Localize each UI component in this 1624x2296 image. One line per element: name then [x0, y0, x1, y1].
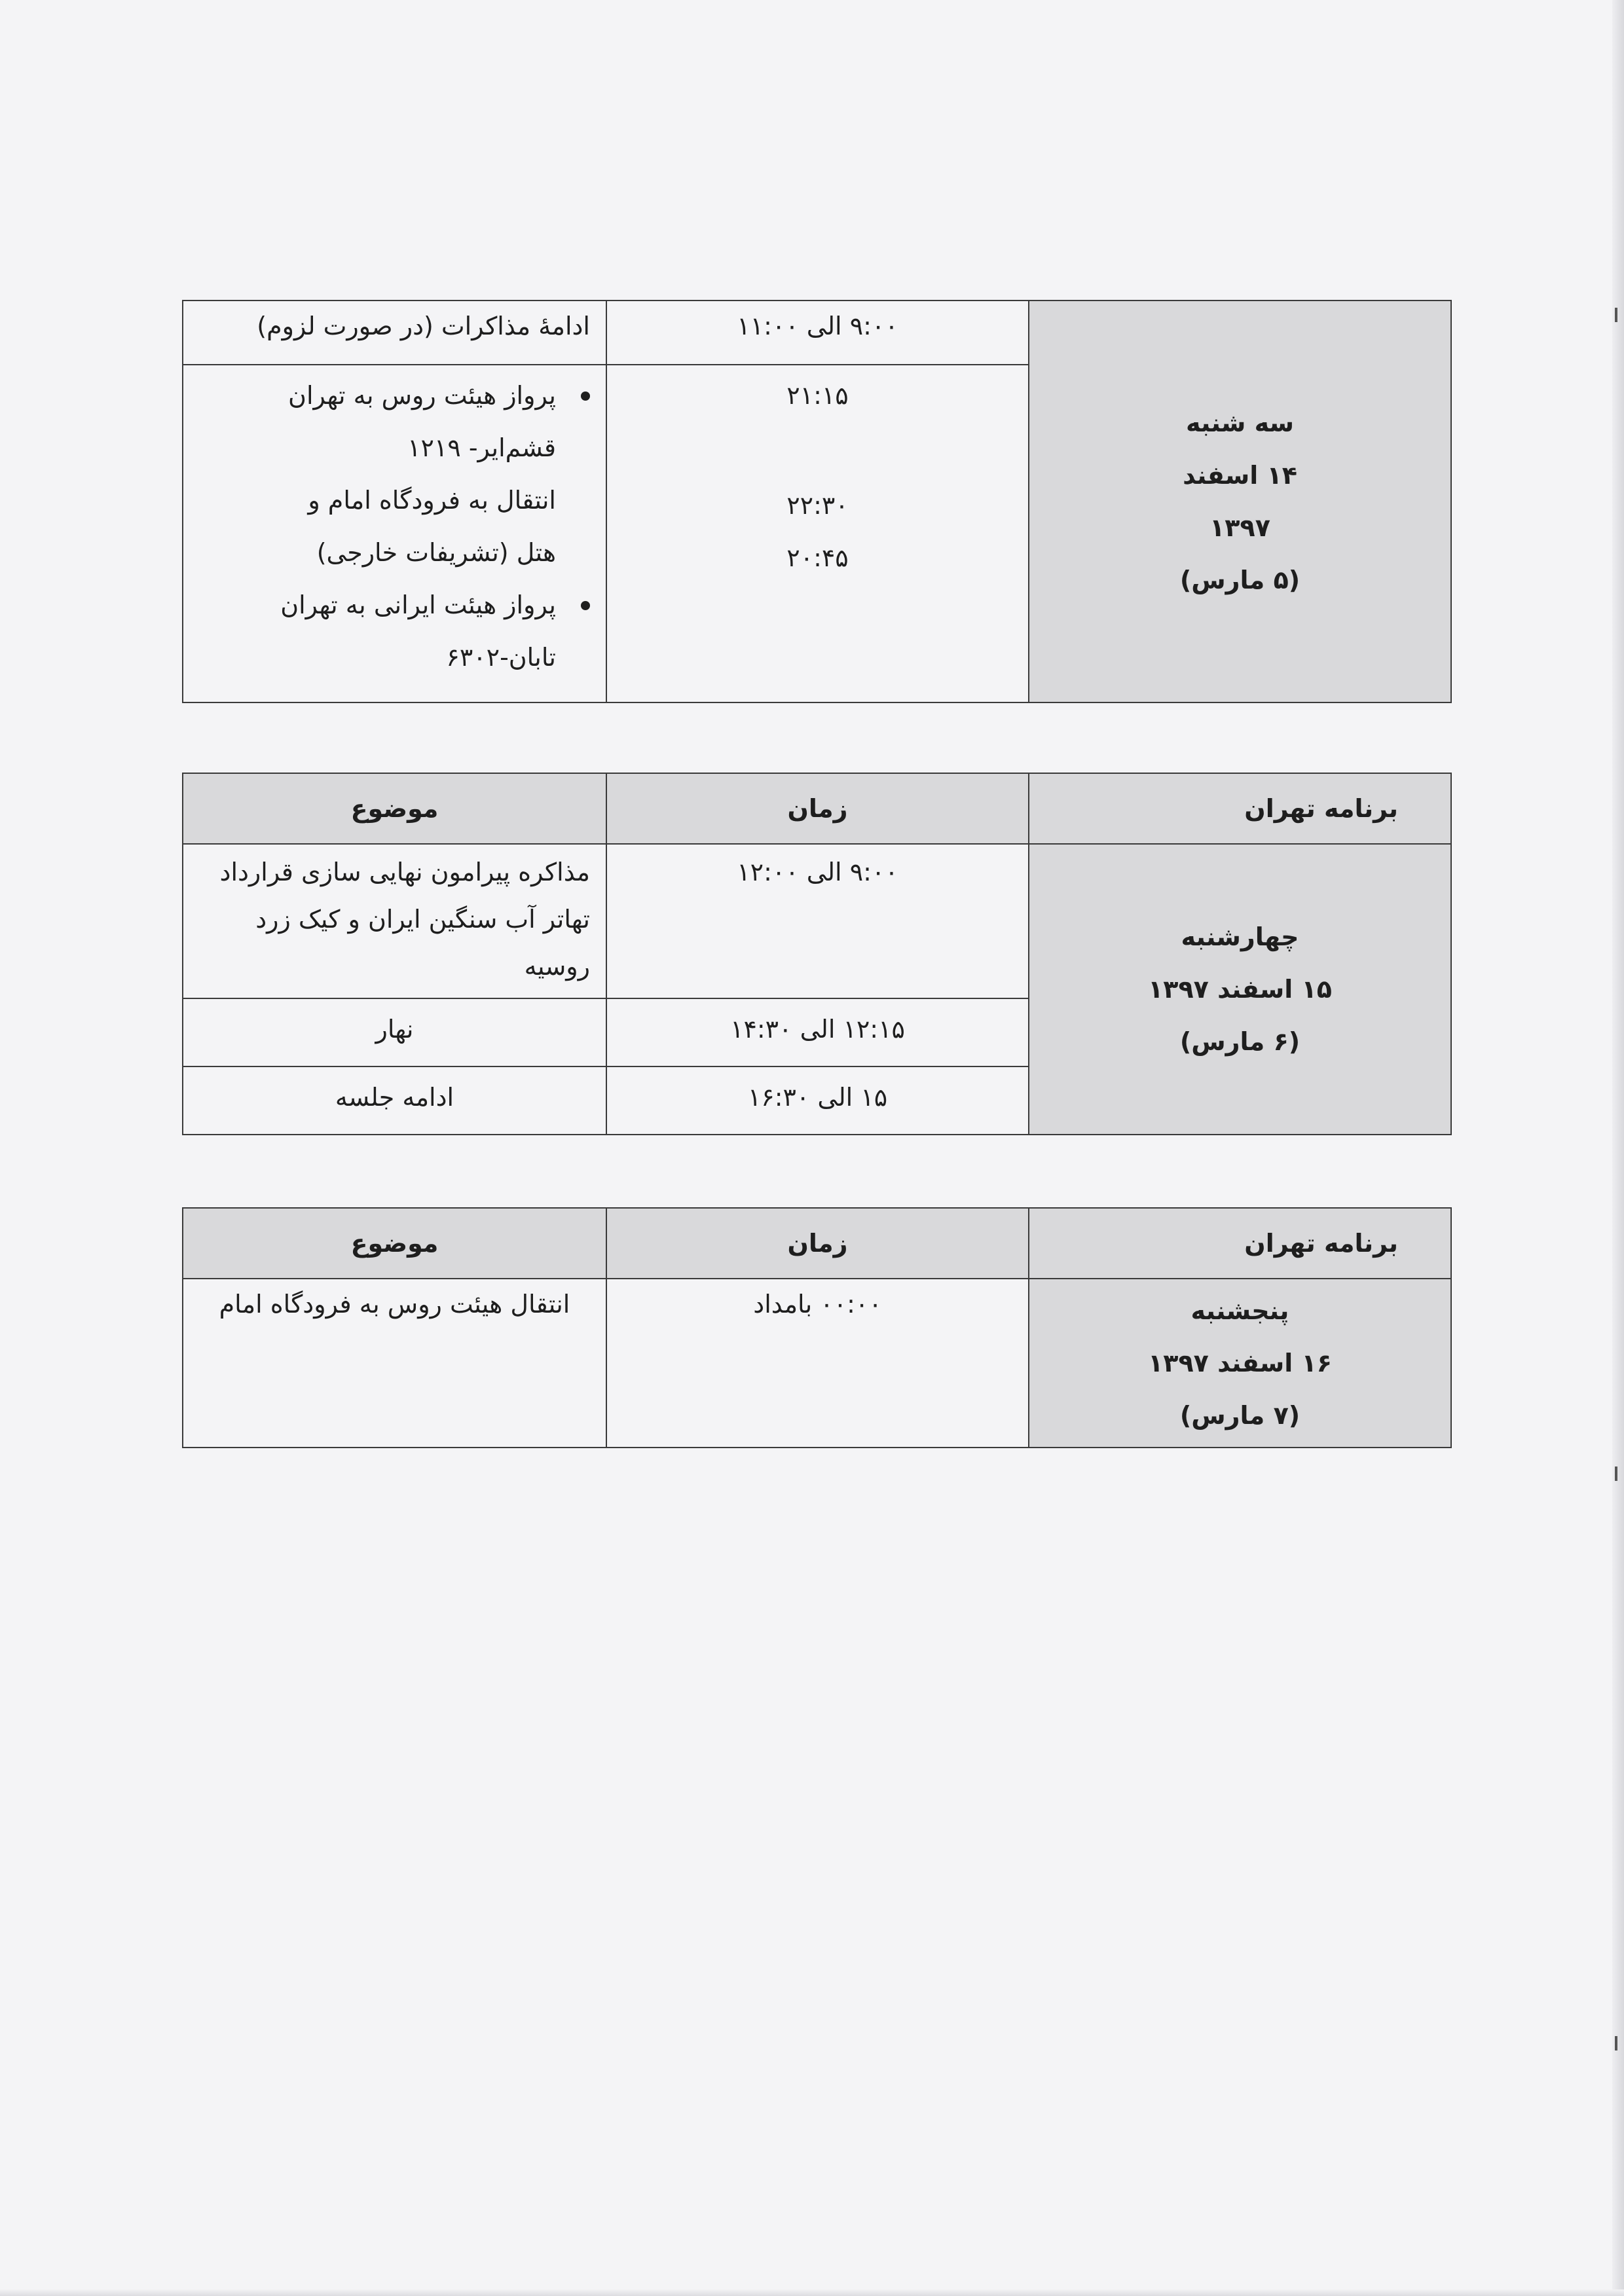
time-cell	[606, 365, 1029, 702]
day-gregorian: (۷ مارس)	[1179, 1401, 1301, 1430]
topic-text: مذاکره پیرامون نهایی سازی قرارداد	[219, 858, 590, 886]
day-year: ۱۳۹۷	[1209, 513, 1270, 542]
list-item-text: قشم‌ایر- ۱۲۱۹	[407, 433, 556, 462]
day-gregorian: (۵ مارس)	[1179, 566, 1301, 594]
list-item-text: انتقال به فرودگاه امام و	[308, 486, 556, 515]
day-cell	[1029, 844, 1451, 1135]
schedule-table-wednesday	[182, 773, 1452, 1135]
day-name: چهارشنبه	[1181, 922, 1299, 951]
margin-tick	[1615, 2036, 1617, 2050]
day-cell	[1029, 1279, 1451, 1448]
topic-cell	[183, 365, 606, 702]
time-cell: ۱۵ الی ۱۶:۳۰	[606, 1066, 1029, 1135]
time-cell: ۰۰:۰۰ بامداد	[606, 1279, 1029, 1448]
schedule-table-tuesday	[182, 300, 1452, 703]
table-row	[183, 844, 1451, 998]
list-item-text: پرواز هیئت ایرانی به تهران	[280, 591, 556, 619]
list-item	[199, 369, 590, 474]
bullet-icon	[581, 392, 590, 401]
page-bottom-edge	[0, 2289, 1624, 2296]
table-header-row	[183, 773, 1451, 844]
topic-cell: نهار	[183, 998, 606, 1066]
header-topic: موضوع	[183, 1208, 606, 1279]
topic-cell: انتقال هیئت روس به فرودگاه امام	[183, 1279, 606, 1448]
margin-tick	[1615, 308, 1617, 322]
time-value: ۲۲:۳۰	[786, 491, 849, 520]
time-cell: ۹:۰۰ الی ۱۱:۰۰	[606, 301, 1029, 365]
table-row	[183, 1279, 1451, 1448]
day-name: سه شنبه	[1185, 409, 1295, 437]
schedule-table-thursday	[182, 1207, 1452, 1448]
topic-cell: ادامه جلسه	[183, 1066, 606, 1135]
topic-cell: ادامهٔ مذاکرات (در صورت لزوم)	[183, 301, 606, 365]
day-gregorian: (۶ مارس)	[1179, 1027, 1301, 1056]
table-row	[183, 301, 1451, 365]
list-item-text: هتل (تشریفات خارجی)	[316, 538, 556, 567]
table-header-row	[183, 1208, 1451, 1279]
time-value: ۲۱:۱۵	[786, 381, 849, 410]
day-name: پنجشنبه	[1190, 1296, 1289, 1325]
header-program: برنامه تهران	[1029, 1208, 1451, 1279]
header-program: برنامه تهران	[1029, 773, 1451, 844]
time-cell: ۹:۰۰ الی ۱۲:۰۰	[606, 844, 1029, 998]
list-item	[199, 579, 590, 683]
page-right-edge	[1612, 0, 1624, 2296]
day-cell	[1029, 301, 1451, 702]
header-topic: موضوع	[183, 773, 606, 844]
topic-cell	[183, 844, 606, 998]
margin-tick	[1615, 1467, 1617, 1481]
time-cell: ۱۲:۱۵ الی ۱۴:۳۰	[606, 998, 1029, 1066]
list-item-text: تابان-۶۳۰۲	[446, 643, 556, 672]
topic-text: روسیه	[524, 952, 590, 981]
bullet-icon	[581, 601, 590, 610]
time-value: ۲۰:۴۵	[786, 543, 849, 572]
header-time: زمان	[606, 1208, 1029, 1279]
list-item-text: پرواز هیئت روس به تهران	[288, 381, 556, 410]
topic-text: تهاتر آب سنگین ایران و کیک زرد	[255, 905, 590, 934]
day-date: ۱۴ اسفند	[1183, 461, 1297, 490]
day-date: ۱۵ اسفند ۱۳۹۷	[1148, 975, 1332, 1004]
header-time: زمان	[606, 773, 1029, 844]
day-date: ۱۶ اسفند ۱۳۹۷	[1148, 1349, 1332, 1377]
